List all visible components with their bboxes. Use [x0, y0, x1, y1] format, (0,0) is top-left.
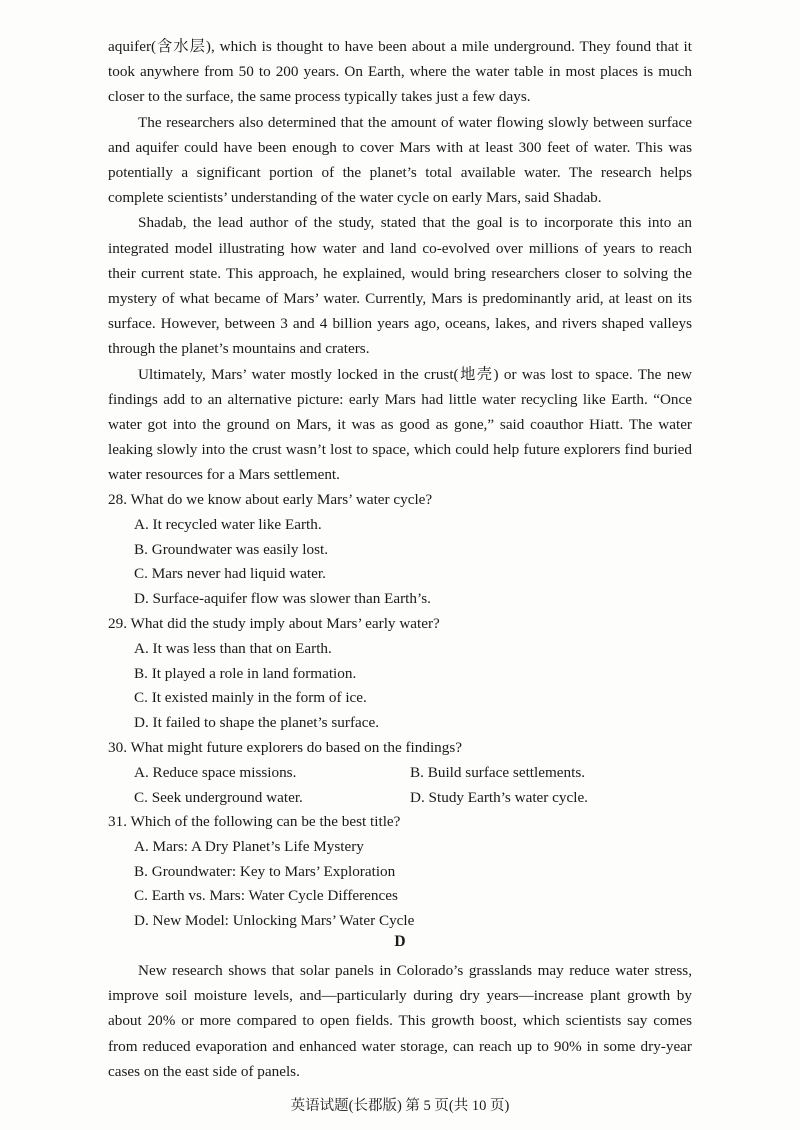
option-b: B. Groundwater was easily lost. [134, 540, 329, 558]
question-stem: 28. What do we know about early Mars’ water cycle? [108, 491, 433, 508]
option-c: C. It existed mainly in the form of ice. [134, 689, 367, 707]
section-d-heading: D [394, 933, 406, 950]
option-d: D. Study Earth’s water cycle. [410, 788, 588, 806]
question-stem: 30. What might future explorers do based on the findings? [108, 739, 463, 756]
question-stem: 29. What did the study imply about Mars’ early water? [108, 615, 440, 632]
option-c: C. Seek underground water. [134, 788, 303, 806]
question-30 [108, 736, 692, 810]
page-footer: 英语试题(长郡版) 第 5 页(共 10 页) [290, 1098, 510, 1114]
option-c: C. Earth vs. Mars: Water Cycle Differences [134, 887, 398, 905]
option-d: D. New Model: Unlocking Mars’ Water Cycle [134, 912, 415, 930]
paragraph: The researchers also determined that the amount of water flowing slowly between surface and aquifer could have been enough to cover Mars with at least 300 feet of water. This was potentially a significant portion of the planet’s total available water. The research helps complete scientists’ understanding of the water cycle on early Mars, said Shadab. [108, 113, 692, 207]
option-c: C. Mars never had liquid water. [134, 565, 326, 583]
option-row [134, 786, 692, 811]
question-31 [108, 810, 692, 934]
question-stem: 31. Which of the following can be the best title? [108, 813, 401, 830]
question-29 [108, 612, 692, 736]
option-b: B. Groundwater: Key to Mars’ Exploration [134, 862, 396, 880]
option-a: A. It was less than that on Earth. [134, 639, 332, 657]
paragraph: New research shows that solar panels in Colorado’s grasslands may reduce water stress, improve soil moisture levels, and—particularly during dry years—increase plant growth by about 20% or more compared to open fields. This growth boost, which scientists say comes from reduced evaporation and enhanced water storage, can reach up to 90% in some dry-year cases on the east side of panels. [108, 962, 692, 1080]
option-a: A. It recycled water like Earth. [134, 515, 322, 533]
option-d: D. Surface-aquifer flow was slower than Earth’s. [134, 590, 431, 608]
paragraph: Shadab, the lead author of the study, stated that the goal is to incorporate this into an integrated model illustrating how water and land co-evolved over millions of years to reach their current state. This approach, he explained, would bring researchers closer to solving the mystery of what became of Mars’ water. Currently, Mars is predominantly arid, at least on its surface. However, between 3 and 4 billion years ago, oceans, lakes, and rivers shaped valleys through the planet’s mountains and craters. [108, 214, 692, 358]
paragraph: Ultimately, Mars’ water mostly locked in the crust(地壳) or was lost to space. The new findings add to an alternative picture: early Mars had little water recycling like Earth. “Once water got into the ground on Mars, it was as good as gone,” said coauthor Hiatt. The water leaking slowly into the crust wasn’t lost to space, which could help future explorers find buried water resources for a Mars settlement. [108, 365, 692, 484]
option-row [134, 761, 692, 786]
question-28 [108, 488, 692, 612]
option-b: B. It played a role in land formation. [134, 664, 357, 682]
option-a: A. Mars: A Dry Planet’s Life Mystery [134, 837, 364, 855]
passage-d [108, 958, 692, 1084]
option-a: A. Reduce space missions. [134, 763, 297, 781]
option-b: B. Build surface settlements. [410, 763, 586, 781]
option-d: D. It failed to shape the planet’s surface. [134, 714, 380, 732]
passage-c-continued [108, 34, 692, 488]
paragraph: aquifer(含水层), which is thought to have been about a mile underground. They found that it took anywhere from 50 to 200 years. On Earth, where the water table in most places is much closer to the surface, the same process typically takes just a few days. [108, 38, 692, 106]
